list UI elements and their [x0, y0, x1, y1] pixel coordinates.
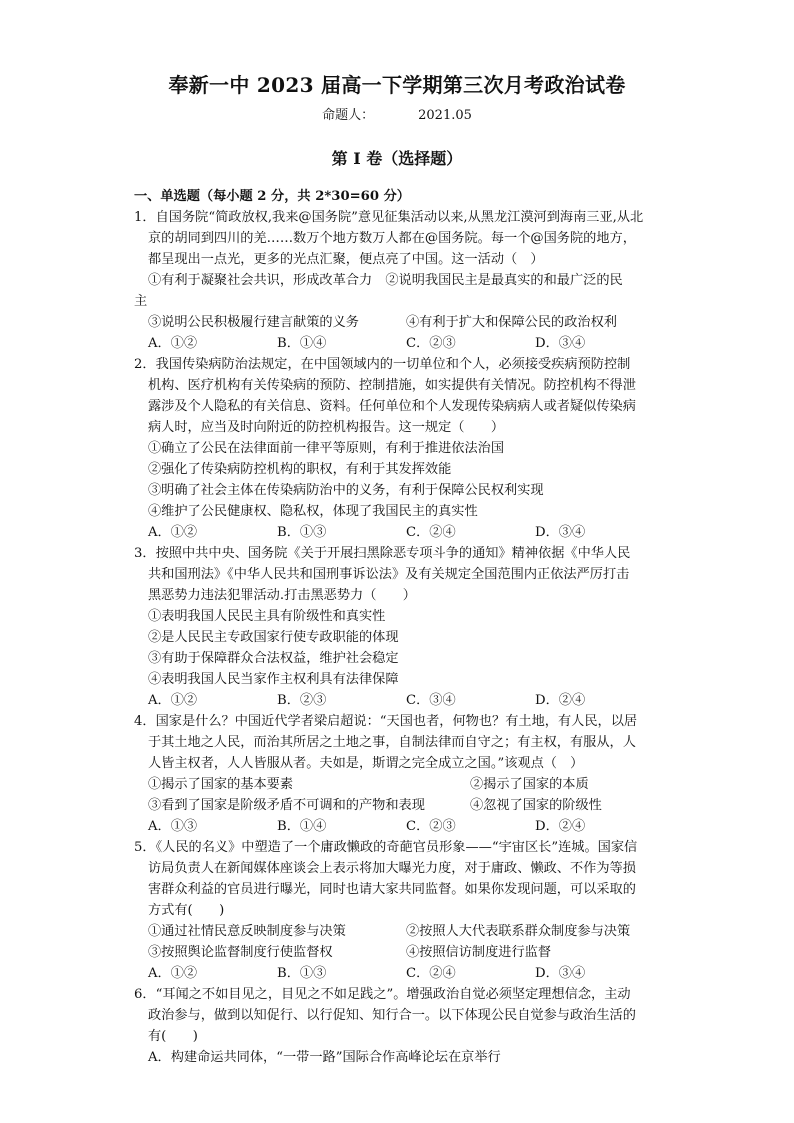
q6-option-a: A．构建命运共同体，“一带一路”国际合作高峰论坛在京举行 [148, 1050, 501, 1065]
q1-statement: ①有利于凝聚社会共识，形成改革合力 ②说明我国民主是最真实的和最广泛的民 [148, 273, 623, 288]
q6-stem-line: 6．“耳闻之不如目见之，目见之不如足践之”。增强政治自觉必须坚定理想信念，主动 [134, 987, 631, 1002]
q5-statement-row [134, 921, 664, 942]
q1-statement: ④有利于扩大和保障公民的政治权利 [406, 315, 617, 330]
option-c: C．②④ [406, 525, 456, 540]
q5-statement: ①通过社情民意反映制度参与决策 [148, 924, 346, 939]
option-d: D．③④ [535, 525, 586, 540]
q2-statement: ③明确了社会主体在传染病防治中的义务，有利于保障公民权利实现 [148, 483, 544, 498]
q3-statement: ①表明我国人民民主具有阶级性和真实性 [148, 609, 386, 624]
q2-stem-line: 机构、医疗机构有关传染病的预防、控制措施，如实提供有关情况。防控机构不得泄 [148, 378, 636, 393]
q3-stem-line: 黑恶势力违法犯罪活动.打击黑恶势力（ ） [148, 588, 416, 603]
q3-stem-line: 共和国刑法》《中华人民共和国刑事诉讼法》及有关规定全国范围内正依法严厉打击 [148, 567, 630, 582]
option-b: B．②③ [277, 693, 327, 708]
q4-statement-row [134, 795, 664, 816]
author-line [0, 104, 794, 123]
q4-statement-row [134, 774, 664, 795]
exam-title: 奉新一中 2023 届高一下学期第三次月考政治试卷 [168, 73, 626, 97]
q3-statement: ③有助于保障群众合法权益，维护社会稳定 [148, 651, 399, 666]
option-c: C．③④ [406, 693, 456, 708]
q5-statement-row [134, 942, 664, 963]
q1-stem-line: 1．自国务院“简政放权,我来@国务院”意见征集活动以来,从黑龙江漠河到海南三亚,从北 [134, 210, 644, 225]
option-b: B．①④ [277, 336, 327, 351]
q6-stem-line: 有( ) [148, 1029, 198, 1044]
q5-statement: ②按照人大代表联系群众制度参与决策 [406, 924, 631, 939]
q4-stem-line: 于其土地之人民，而治其所居之土地之事，自制法律而自守之；有主权，有服从，人 [148, 735, 636, 750]
question-1 [134, 207, 664, 354]
q3-options [134, 690, 664, 711]
q1-options [134, 333, 664, 354]
question-6 [134, 984, 664, 1068]
q4-statement: ①揭示了国家的基本要素 [148, 777, 294, 792]
option-d: D．③④ [535, 336, 586, 351]
q3-stem-line: 3．按照中共中央、国务院《关于开展扫黑除恶专项斗争的通知》精神依据《中华人民 [134, 546, 631, 561]
q6-stem-line: 政治参与，做到以知促行、以行促知、知行合一。以下体现公民自觉参与政治生活的 [148, 1008, 636, 1023]
q4-stem-line: 4．国家是什么？中国近代学者梁启超说：“天国也者，何物也？有土地，有人民，以居 [134, 714, 638, 729]
option-a: A．①② [148, 525, 198, 540]
q5-stem-line: 方式有( ) [148, 903, 225, 918]
q5-options [134, 963, 664, 984]
q4-statement: ④忽视了国家的阶级性 [470, 798, 602, 813]
q2-stem-line: 露涉及个人隐私的有关信息、资料。任何单位和个人发现传染病病人或者疑似传染病 [148, 399, 636, 414]
question-2 [134, 354, 664, 543]
q5-stem-line: 害群众利益的官员进行曝光，同时也请大家共同监督。如果你发现问题，可以采取的 [148, 882, 636, 897]
q2-stem-line: 2．我国传染病防治法规定，在中国领域内的一切单位和个人，必须接受疾病预防控制 [134, 357, 631, 372]
option-d: D．③④ [535, 966, 586, 981]
option-a: A．①② [148, 966, 198, 981]
option-a: A．①② [148, 336, 198, 351]
option-c: C．②③ [406, 336, 456, 351]
question-3 [134, 543, 664, 711]
question-5 [134, 837, 664, 984]
q4-stem-line: 人皆主权者，人人皆服从者。夫如是，斯谓之完全成立之国。”该观点（ ） [148, 756, 584, 771]
q4-statement: ③看到了国家是阶级矛盾不可调和的产物和表现 [148, 798, 425, 813]
option-a: A．①③ [148, 819, 198, 834]
q2-statement: ②强化了传染病防控机构的职权，有利于其发挥效能 [148, 462, 452, 477]
q5-statement: ④按照信访制度进行监督 [406, 945, 552, 960]
q3-statement: ④表明我国人民当家作主权利具有法律保障 [148, 672, 399, 687]
exam-date: 2021.05 [418, 108, 472, 123]
part-heading: 一、单选题（每小题 2 分，共 2*30=60 分） [134, 189, 410, 204]
q4-statement: ②揭示了国家的本质 [470, 777, 589, 792]
q1-stem-line: 京的胡同到四川的羌……数万个地方数万人都在@国务院。每一个@国务院的地方， [148, 231, 636, 246]
q2-options [134, 522, 664, 543]
question-4 [134, 711, 664, 837]
option-d: D．②④ [535, 693, 586, 708]
option-b: B．①④ [277, 819, 327, 834]
questions-area [134, 186, 664, 1068]
q2-stem-line: 病人时，应当及时向附近的防控机构报告。这一规定（ ） [148, 420, 505, 435]
option-b: B．①③ [277, 525, 327, 540]
option-a: A．①② [148, 693, 198, 708]
q2-statement: ①确立了公民在法律面前一律平等原则，有利于推进依法治国 [148, 441, 505, 456]
option-b: B．①③ [277, 966, 327, 981]
q4-options [134, 816, 664, 837]
option-c: C．②④ [406, 966, 456, 981]
option-d: D．②④ [535, 819, 586, 834]
q1-statement: 主 [134, 294, 148, 309]
q5-statement: ③按照舆论监督制度行使监督权 [148, 945, 333, 960]
section-title: 第 I 卷（选择题） [331, 149, 463, 168]
option-c: C．②③ [406, 819, 456, 834]
q1-stem-line: 都呈现出一点光，更多的光点汇聚，便点亮了中国。这一活动（ ） [148, 252, 544, 267]
q5-stem-line: 访局负责人在新闻媒体座谈会上表示将加大曝光力度，对于庸政、懒政、不作为等损 [148, 861, 636, 876]
q1-statement-row [134, 312, 664, 333]
author-label: 命题人： [322, 108, 375, 123]
q5-stem-line: 5．《人民的名义》中塑造了一个庸政懒政的奇葩官员形象——“宇宙区长”连城。国家信 [134, 840, 638, 855]
q3-statement: ②是人民民主专政国家行使专政职能的体现 [148, 630, 399, 645]
q2-statement: ④维护了公民健康权、隐私权，体现了我国民主的真实性 [148, 504, 478, 519]
q1-statement: ③说明公民积极履行建言献策的义务 [148, 315, 359, 330]
